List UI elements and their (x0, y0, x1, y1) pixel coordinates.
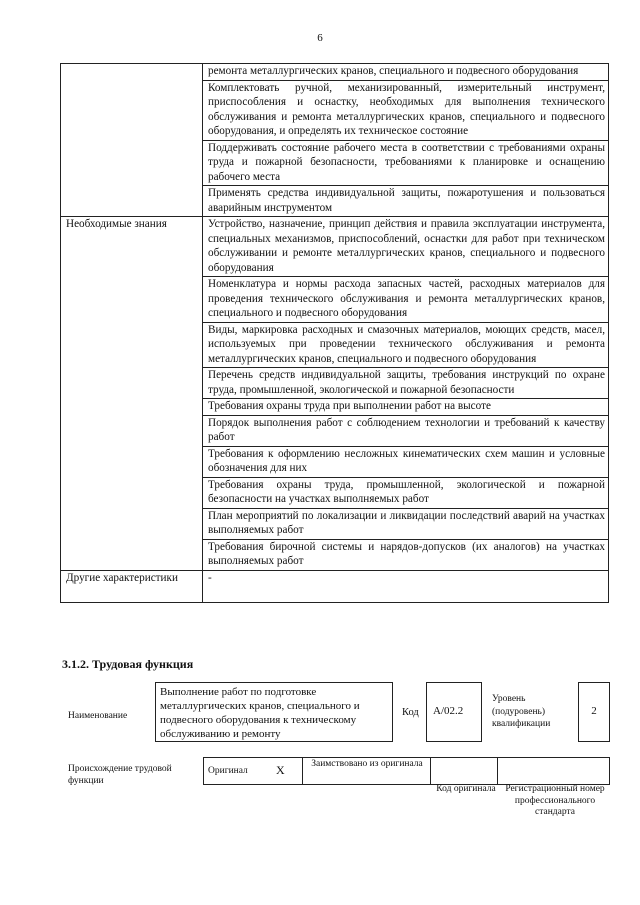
code-value: А/02.2 (433, 705, 464, 717)
table-cell: Перечень средств индивидуальной защиты, требования инструкций по охране труда, промышленной, экологической и пожарной безопасности (203, 368, 609, 399)
table-cell: Поддерживать состояние рабочего места в соответствии с требованиями охраны труда и пожарной безопасности, требованиями к планировке и оснащению рабочего места (203, 140, 609, 186)
name-label: Наименование (68, 711, 128, 721)
origin-label: Происхождение трудовой функции (68, 764, 172, 786)
borrowed-label: Заимствовано из оригинала (311, 759, 423, 769)
table-cell: - (203, 570, 609, 602)
original-mark: X (276, 763, 285, 777)
table-row (61, 217, 609, 277)
table-cell: Устройство, назначение, принцип действия и правила эксплуатации инструмента, специальных механизмов, приспособлений, оснастки для работ при техническом обслуживании и ремонте металлургических кранов, специального и подвесного оборудования (203, 217, 609, 277)
original-label: Оригинал (208, 766, 248, 776)
table-cell: Комплектовать ручной, механизированный, измерительный инструмент, приспособления и оснастку, необходимых для выполнения технического обслуживания и ремонта металлургических кранов, специального и подвесного оборудования, и определять их техническое состояние (203, 80, 609, 140)
reg-number-cell (497, 757, 610, 785)
table-cell: План мероприятий по локализации и ликвидации последствий аварий на участках выполняемых работ (203, 508, 609, 539)
table-cell: Требования охраны труда при выполнении работ на высоте (203, 399, 609, 416)
table-cell: Требования бирочной системы и нарядов-допусков (их аналогов) на участках выполняемых работ (203, 539, 609, 570)
code-value-box (426, 682, 482, 742)
row-label (61, 64, 203, 217)
origin-code-cell (430, 757, 498, 785)
section-title: 3.1.2. Трудовая функция (62, 657, 194, 671)
table-cell: ремонта металлургических кранов, специального и подвесного оборудования (203, 64, 609, 81)
table-cell: Требования к оформлению несложных кинематических схем машин и условные обозначения для них (203, 446, 609, 477)
level-value: 2 (591, 705, 597, 717)
page-number: 6 (317, 32, 323, 44)
requirements-table (60, 63, 609, 603)
table-cell: Порядок выполнения работ с соблюдением технологии и требований к качеству работ (203, 415, 609, 446)
table-cell: Применять средства индивидуальной защиты, пожаротушения и пользоваться аварийным инструментом (203, 186, 609, 217)
table-row (61, 64, 609, 81)
origin-code-label: Код оригинала (436, 784, 496, 794)
table-cell: Требования охраны труда, промышленной, экологической и пожарной безопасности на участках выполняемых работ (203, 477, 609, 508)
table-row (61, 570, 609, 602)
row-label: Другие характеристики (61, 570, 203, 602)
table-cell: Номенклатура и нормы расхода запасных частей, расходных материалов для проведения технического обслуживания и ремонта металлургических кранов, специального и подвесного оборудования (203, 277, 609, 323)
table-cell: Виды, маркировка расходных и смазочных материалов, моющих средств, масел, используемых при проведении технического обслуживания и ремонта металлургических кранов, специального и подвесного оборудования (203, 322, 609, 368)
row-label: Необходимые знания (61, 217, 203, 571)
function-name-box: Выполнение работ по подготовке металлургических кранов, специального и подвесного оборудования к техническому обслуживанию и ремонту (155, 682, 393, 742)
code-label: Код (402, 707, 419, 718)
reg-number-label: Регистрационный номер профессионального стандарта (505, 784, 605, 817)
level-value-box (578, 682, 610, 742)
level-label: Уровень (подуровень) квалификации (492, 694, 551, 729)
